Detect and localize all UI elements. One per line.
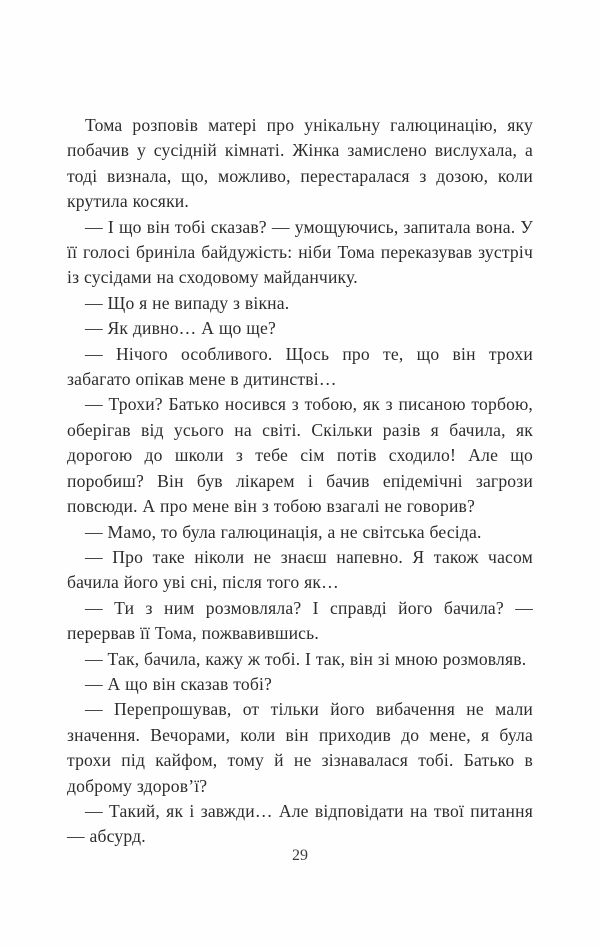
paragraph: — Як дивно… А що ще? <box>85 318 276 339</box>
paragraph: — І що він тобі сказав? — умощуючись, запитала вона. У її голосі бриніла байдужість: ніби Тома переказував зустріч із сусідами на сходовому майданчику. <box>67 216 533 288</box>
paragraph: — Такий, як і завжди… Але відповідати на твої питання — абсурд. <box>67 800 533 847</box>
page-text-block <box>67 113 533 850</box>
paragraph: Тома розповів матері про унікальну галюцинацію, яку побачив у сусідній кімнаті. Жінка замислено вислухала, а тоді визнала, що, можливо, перестаралася з дозою, коли крутила косяки. <box>67 115 533 212</box>
page-number: 29 <box>292 847 308 864</box>
paragraph: — Мамо, то була галюцинація, а не світська бесіда. <box>85 521 482 542</box>
paragraph: — Про таке ніколи не знаєш напевно. Я також часом бачила його уві сні, після того як… <box>67 546 533 593</box>
paragraph: — Так, бачила, кажу ж тобі. І так, він зі мною розмовляв. <box>85 648 527 669</box>
paragraph: — Що я не випаду з вікна. <box>85 292 290 313</box>
paragraph: — Трохи? Батько носився з тобою, як з писаною торбою, оберігав від усього на світі. Скільки разів я бачила, як дорогою до школи з тебе сім потів сходило! Але що поробиш? Він був лікарем і бачив епідемічні загрози повсюди. А про мене він з тобою взагалі не говорив? <box>67 394 533 517</box>
paragraph: — Нічого особливого. Щось про те, що він трохи забагато опікав мене в дитинстві… <box>67 343 533 390</box>
paragraph: — А що він сказав тобі? <box>85 673 273 694</box>
paragraph: — Перепрошував, от тільки його вибачення не мали значення. Вечорами, коли він приходив до мене, я була трохи під кайфом, тому й не зізнавалася тобі. Батько в доброму здоров’ї? <box>67 699 533 796</box>
paragraph: — Ти з ним розмовляла? І справді його бачила? — перервав її Тома, пожвавившись. <box>67 597 533 644</box>
